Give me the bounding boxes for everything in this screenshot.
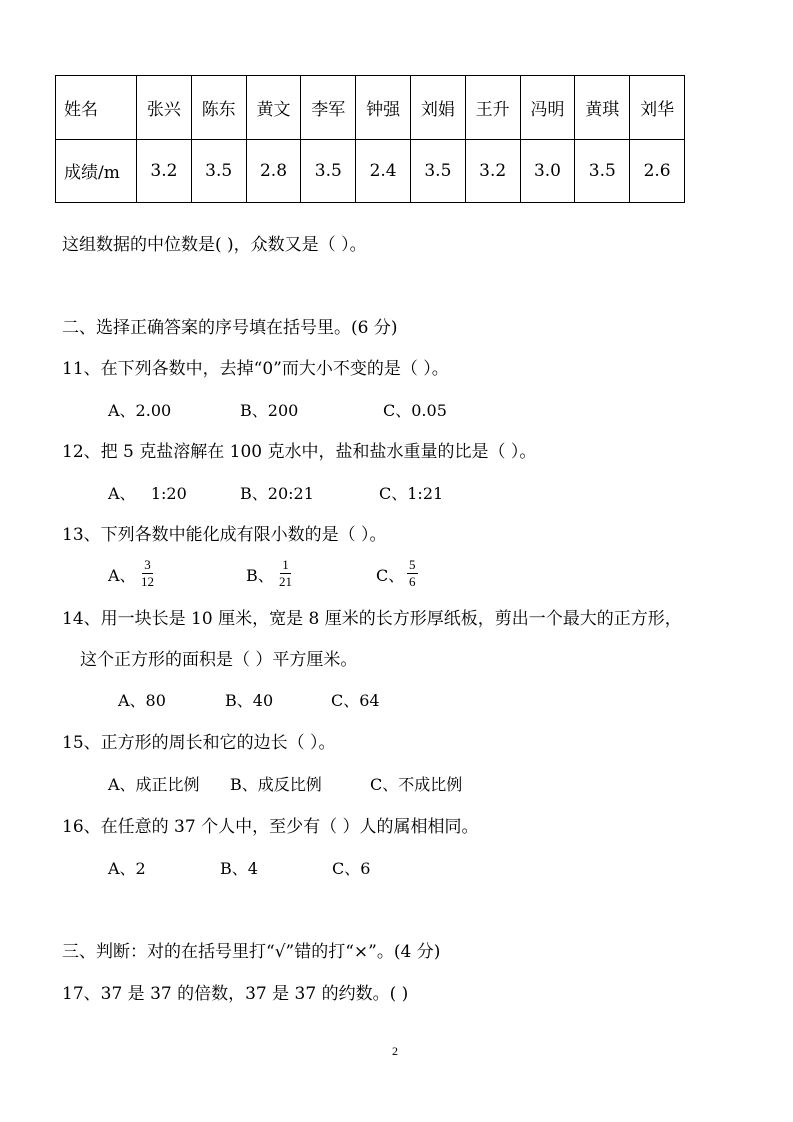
fraction-numerator: 1 [282, 557, 289, 572]
table-cell-score: 3.0 [520, 139, 575, 203]
q14-option-a: A、80 [118, 691, 166, 710]
table-cell-score: 3.2 [137, 139, 192, 203]
question-11: 11、在下列各数中，去掉“0”而大小不变的是（ ）。 [62, 359, 449, 379]
section-2-title: 二、选择正确答案的序号填在括号里。(6 分) [62, 318, 398, 338]
question-17: 17、37 是 37 的倍数，37 是 37 的约数。( ) [62, 984, 409, 1004]
q16-option-c: C、6 [332, 859, 371, 878]
q16-option-b: B、4 [220, 859, 258, 878]
table-cell-score: 2.4 [356, 139, 411, 203]
q12-option-a: A、 1:20 [108, 484, 187, 503]
fraction-denominator: 6 [409, 574, 416, 589]
table-cell-name: 冯明 [520, 76, 575, 140]
q14-option-b: B、40 [225, 691, 274, 710]
table-cell-name: 陈东 [191, 76, 246, 140]
q13-option-b-fraction [279, 557, 292, 590]
table-cell-name: 黄文 [246, 76, 301, 140]
table-row [56, 139, 685, 203]
q16-option-a: A、2 [108, 859, 146, 878]
q13-option-b-label: B、 [246, 566, 274, 585]
fraction-denominator: 21 [279, 574, 292, 589]
table-cell-name: 黄琪 [575, 76, 630, 140]
q11-option-b: B、200 [240, 401, 299, 420]
table-row [56, 76, 685, 140]
table-cell-score: 2.8 [246, 139, 301, 203]
q15-option-b: B、成反比例 [230, 775, 322, 794]
table-cell-score: 3.5 [301, 139, 356, 203]
table-cell-name: 张兴 [137, 76, 192, 140]
table-cell-score: 3.5 [575, 139, 630, 203]
table-cell-name: 王升 [465, 76, 520, 140]
fraction-numerator: 5 [409, 557, 416, 572]
table-cell-name: 刘娟 [410, 76, 465, 140]
table-cell-score: 3.5 [191, 139, 246, 203]
score-table [55, 75, 685, 203]
table-cell-score: 3.5 [410, 139, 465, 203]
q13-option-a-fraction [141, 557, 154, 590]
q11-option-c: C、0.05 [383, 401, 447, 420]
q15-option-a: A、成正比例 [108, 775, 200, 794]
question-12: 12、把 5 克盐溶解在 100 克水中，盐和盐水重量的比是（ ）。 [62, 442, 537, 462]
q12-option-b: B、20:21 [240, 484, 314, 503]
table-cell-name: 钟强 [356, 76, 411, 140]
q11-option-a: A、2.00 [108, 401, 172, 420]
q13-option-c-label: C、 [376, 566, 405, 585]
table-cell-name: 李军 [301, 76, 356, 140]
section-3-title: 三、判断：对的在括号里打“√”错的打“×”。(4 分) [62, 942, 441, 962]
table-header-label: 姓名 [56, 76, 137, 140]
page-number: 2 [392, 1044, 398, 1058]
question-13: 13、下列各数中能化成有限小数的是（ ）。 [62, 525, 387, 545]
fraction-denominator: 12 [141, 574, 154, 589]
q15-option-c: C、不成比例 [370, 775, 463, 794]
table-cell-score: 2.6 [630, 139, 685, 203]
table-cell-score: 3.2 [465, 139, 520, 203]
median-question: 这组数据的中位数是( )，众数又是（ ）。 [62, 235, 367, 255]
fraction-numerator: 3 [144, 557, 151, 572]
table-cell-name: 刘华 [630, 76, 685, 140]
question-16: 16、在任意的 37 个人中，至少有（ ）人的属相相同。 [62, 817, 479, 837]
question-15: 15、正方形的周长和它的边长（ ）。 [62, 733, 336, 753]
table-score-label: 成绩/m [56, 139, 137, 203]
q12-option-c: C、1:21 [379, 484, 444, 503]
q13-option-c-fraction [407, 557, 418, 590]
question-14-line-1: 14、用一块长是 10 厘米，宽是 8 厘米的长方形厚纸板，剪出一个最大的正方形， [62, 609, 682, 629]
question-14-line-2: 这个正方形的面积是（ ）平方厘米。 [80, 650, 358, 670]
q13-option-a-label: A、 [108, 566, 136, 585]
q14-option-c: C、64 [331, 691, 380, 710]
